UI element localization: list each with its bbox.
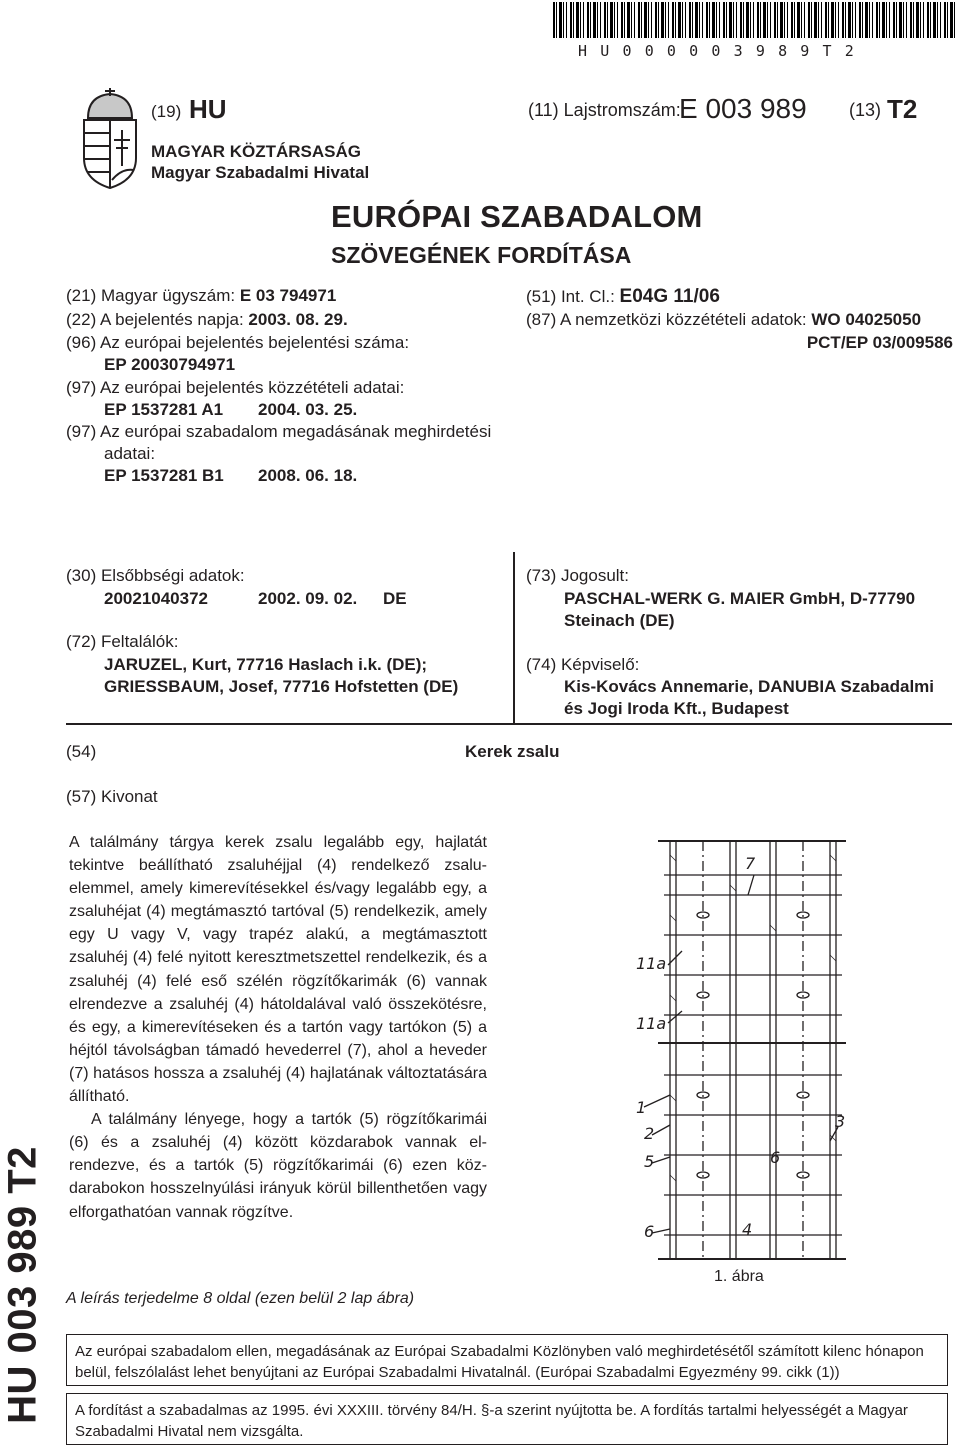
- f74-agent-1: Kis-Kovács Annemarie, DANUBIA Szabadalmi: [564, 677, 935, 696]
- document-subtitle: SZÖVEGÉNEK FORDÍTÁSA: [331, 242, 632, 268]
- abstract-text: [69, 831, 487, 1224]
- f97a-date: 2004. 03. 25.: [258, 400, 358, 419]
- f30-number: 20021040372: [104, 589, 209, 608]
- barcode: [553, 2, 956, 38]
- f74-label: (74) Képviselő:: [526, 655, 640, 674]
- f87-label: (87) A nemzetközi közzétételi adatok:: [526, 310, 807, 329]
- document-kind: T2: [887, 94, 918, 124]
- f21-value: E 03 794971: [239, 286, 337, 305]
- column-divider: [513, 552, 515, 724]
- f97b-date: 2008. 06. 18.: [258, 466, 358, 485]
- f96-value: EP 20030794971: [104, 355, 236, 374]
- f96-label: (96) Az európai bejelentés bejelentési száma:: [66, 333, 410, 352]
- office-country: MAGYAR KÖZTÁRSASÁG: [151, 142, 361, 161]
- registration-number: E 003 989: [679, 93, 807, 124]
- figure-label-6a: 6: [770, 1148, 781, 1167]
- figure-label-3: 3: [835, 1112, 846, 1131]
- f22-value: 2003. 08. 29.: [248, 310, 348, 329]
- f72-label: (72) Feltalálók:: [66, 632, 179, 651]
- f97a-label: (97) Az európai bejelentés közzétételi adatai:: [66, 378, 405, 397]
- inid-13: (13): [849, 100, 882, 120]
- figure-label-11a-1: 11a: [636, 954, 667, 973]
- figure-label-1: 1: [636, 1098, 647, 1117]
- office-name: Magyar Szabadalmi Hivatal: [151, 163, 370, 182]
- inid-19: (19): [151, 102, 182, 121]
- inid-11-label: (11) Lajstromszám:: [528, 100, 681, 120]
- figure-label-2: 2: [644, 1124, 655, 1143]
- f22-label: (22) A bejelentés napja:: [66, 310, 244, 329]
- f73-label: (73) Jogosult:: [526, 566, 629, 585]
- f21-label: (21) Magyar ügyszám:: [66, 286, 236, 305]
- abstract-para-1: A találmány tárgya kerek zsalu legalább egy, hajlatát tekintve beállítható zsaluhéjjal (4) rendelkező zsaluelemmel, amely kimerevítésekkel és/vagy legalább egy, a zsaluhéjat (4) megtámasztó tartóval (5) rendelkezik, amely egy U vagy V, vagy trapéz alakú, a megtámasztott zsaluhéj (4) felé nyitott keresztmetszettel rendelkezik, és a zsaluhéj (4) felé eső szélén rögzítőkarimák (6) vannak elrendezve a zsaluhéj (4) hátoldalával való összekötésre, és egy, a kimerevítéseken és a tartón vagy tartókon (5) a héjtól távolságban támadó hevederrel (7), ahol a heveder (7) hatásos hossza a zsaluhéj (4) hajlatának változtatására állítható.: [69, 834, 487, 1106]
- figure-label-7: 7: [745, 854, 756, 873]
- translation-notice: A fordítást a szabadalmas az 1995. évi XXXIII. törvény 84/H. §-a szerint nyújtotta be. A fordítás tartalmi helyességét a Magyar Szabadalmi Hivatal nem vizsgálta.: [66, 1393, 948, 1445]
- f30-label: (30) Elsőbbségi adatok:: [66, 566, 245, 585]
- coat-of-arms-icon: [74, 88, 146, 190]
- figure-label-5: 5: [644, 1152, 655, 1171]
- f30-date: 2002. 09. 02.: [258, 589, 358, 608]
- f72-inventor-1: JARUZEL, Kurt, 77716 Haslach i.k. (DE);: [104, 655, 428, 674]
- invention-title: Kerek zsalu: [465, 742, 560, 761]
- figure-label-6b: 6: [644, 1222, 655, 1241]
- f54-label: (54): [66, 742, 97, 761]
- figure-label-11a-2: 11a: [636, 1014, 667, 1033]
- country-code: HU: [189, 94, 227, 124]
- f97b-number: EP 1537281 B1: [104, 466, 224, 485]
- abstract-para-2: A találmány lényege, hogy a tartók (5) rögzítőkarimái (6) és a zsaluhéj (4) között közdarabok vannak elrendezve, és a tartók (5) rögzítőkarimái (6) ezen közdarabokon hosszelnyúlási irányuk körül billenthetően vagy elforgathatóan vannak rögzítve.: [69, 1111, 487, 1221]
- f87-value-1: WO 04025050: [811, 310, 922, 329]
- f74-agent-2: és Jogi Iroda Kft., Budapest: [564, 699, 789, 718]
- barcode-text: HU000003989T2: [578, 42, 867, 60]
- f73-holder-1: PASCHAL-WERK G. MAIER GmbH, D-77790: [564, 589, 916, 608]
- f97b-label-1: (97) Az európai szabadalom megadásának meghirdetési: [66, 422, 492, 441]
- figure-drawing: [630, 835, 860, 1265]
- side-label: HU 003 989 T2: [0, 1146, 45, 1424]
- figure-label-4: 4: [742, 1220, 753, 1239]
- f73-holder-2: Steinach (DE): [564, 611, 675, 630]
- f57-label: (57) Kivonat: [66, 787, 158, 806]
- f97b-label-2: adatai:: [104, 444, 156, 463]
- f87-value-2: PCT/EP 03/009586: [806, 333, 953, 352]
- extent-note: A leírás terjedelme 8 oldal (ezen belül 2 lap ábra): [66, 1290, 415, 1307]
- f51-value: E04G 11/06: [619, 286, 720, 307]
- section-divider: [66, 723, 952, 725]
- f30-country: DE: [383, 589, 407, 608]
- f51-label: (51) Int. Cl.:: [526, 287, 615, 306]
- f97a-number: EP 1537281 A1: [104, 400, 224, 419]
- opposition-notice: Az európai szabadalom ellen, megadásának az Európai Szabadalmi Közlönyben való meghirdetésétől számított kilenc hónapon belül, felszólalást lehet benyújtani az Európai Szabadalmi Hivatalnál. (Európai Szabadalmi Egyezmény 99. cikk (1)): [66, 1334, 948, 1386]
- figure-caption: 1. ábra: [714, 1268, 764, 1285]
- side-label-box: [0, 1146, 46, 1424]
- f72-inventor-2: GRIESSBAUM, Josef, 77716 Hofstetten (DE): [104, 677, 459, 696]
- document-title: EURÓPAI SZABADALOM: [331, 199, 703, 234]
